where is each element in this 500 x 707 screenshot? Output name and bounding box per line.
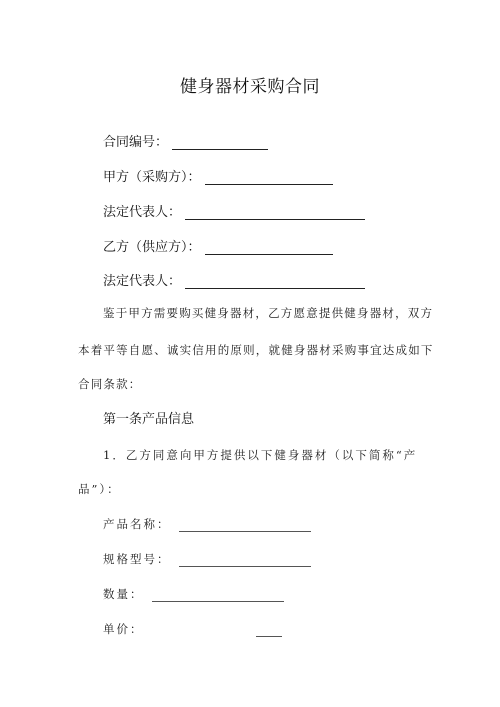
party-b-label: 乙方（供应方）： — [103, 240, 201, 255]
preamble-line: 合同条款： — [78, 377, 142, 391]
party-a-label: 甲方（采购方）： — [103, 170, 201, 185]
product-name-blank — [179, 518, 311, 532]
preamble-line: 本着平等自愿、诚实信用的原则，就健身器材采购事宜达成如下 — [78, 343, 434, 357]
model-label: 规格型号： — [103, 552, 171, 566]
party-a-representative-field — [103, 201, 365, 220]
clause-line: 1．乙方同意向甲方提供以下健身器材（以下简称“产 — [103, 448, 418, 462]
quantity-label: 数量： — [103, 587, 144, 601]
party-b-representative-field — [103, 270, 365, 289]
party-b-representative-blank — [185, 274, 365, 289]
party-b-blank — [205, 240, 333, 255]
quantity-blank — [152, 588, 284, 602]
unit-price-blank — [256, 623, 282, 637]
section-heading: 第一条产品信息 — [103, 412, 195, 427]
model-field — [103, 551, 311, 567]
party-a-field — [103, 166, 333, 185]
quantity-field — [103, 586, 284, 602]
document-title: 健身器材采购合同 — [180, 77, 320, 97]
party-b-field — [103, 236, 333, 255]
party-a-blank — [205, 170, 333, 185]
model-blank — [179, 553, 311, 567]
unit-price-field — [103, 621, 282, 637]
product-name-label: 产品名称： — [103, 517, 171, 531]
product-name-field — [103, 516, 311, 532]
contract-number-field — [103, 131, 268, 150]
clause-line: 品”）： — [78, 482, 121, 496]
party-a-representative-blank — [185, 205, 365, 220]
contract-number-blank — [172, 135, 268, 150]
party-b-representative-label: 法定代表人： — [103, 274, 182, 289]
party-a-representative-label: 法定代表人： — [103, 205, 182, 220]
preamble-line: 鉴于甲方需要购买健身器材，乙方愿意提供健身器材，双方 — [103, 306, 434, 320]
unit-price-label: 单价： — [103, 622, 144, 636]
contract-number-label: 合同编号： — [103, 135, 169, 150]
